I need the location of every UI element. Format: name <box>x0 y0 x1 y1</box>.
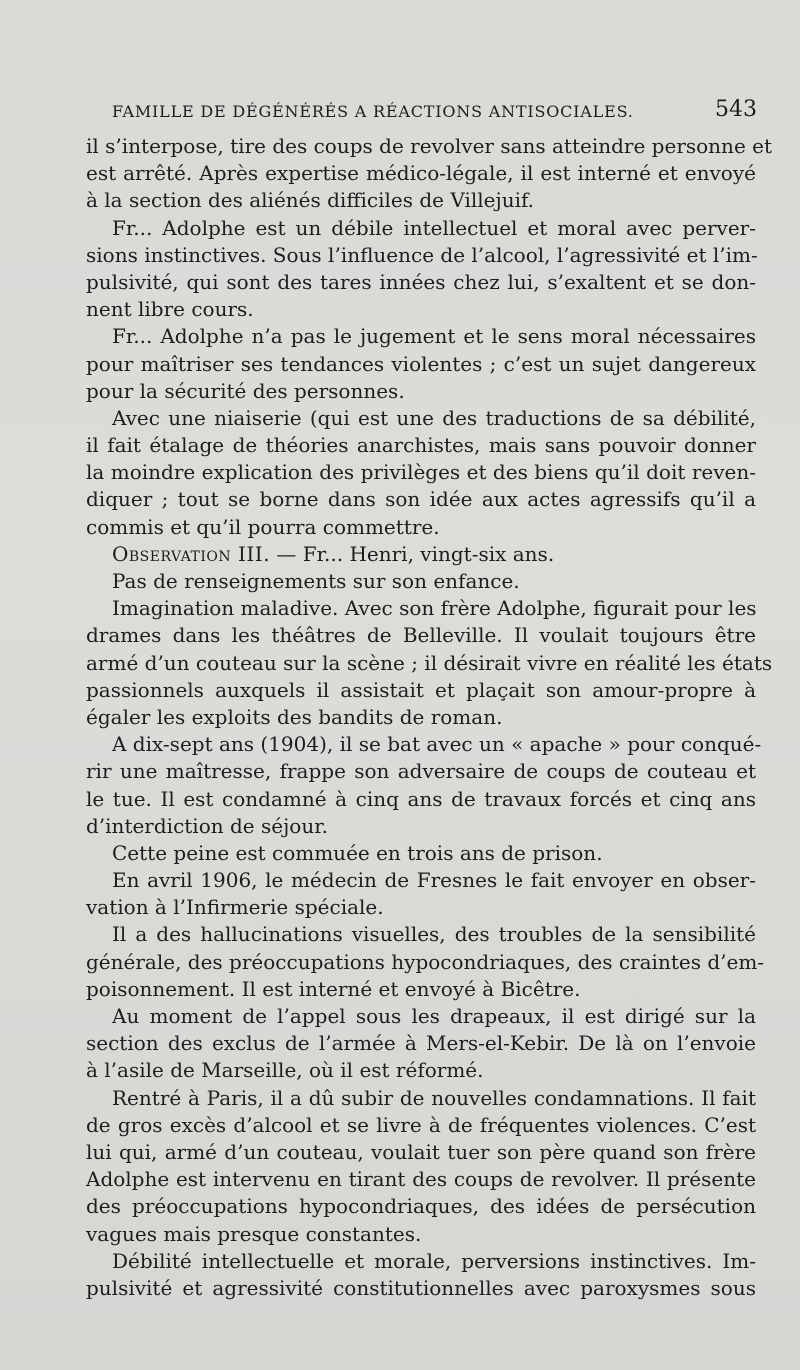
text-line: est arrêté. Après expertise médico-légale, il est interné et envoyé <box>86 161 756 186</box>
text-line: pour maîtriser ses tendances violentes ; c’est un sujet dangereux <box>86 351 756 376</box>
text-line: Imagination maladive. Avec son frère Adolphe, figurait pour les <box>112 596 757 621</box>
text-line: de gros excès d’alcool et se livre à de fréquentes violences. C’est <box>86 1112 756 1137</box>
text-line: drames dans les théâtres de Belleville. Il voulait toujours être <box>86 623 756 648</box>
text-line: Débilité intellectuelle et morale, perversions instinctives. Im- <box>112 1248 756 1273</box>
text-line: pour la sécurité des personnes. <box>86 378 405 403</box>
text-line: égaler les exploits des bandits de roman. <box>86 704 503 729</box>
observation-label: Observation III. <box>112 541 271 566</box>
text-line: rir une maîtresse, frappe son adversaire de coups de couteau et <box>86 759 756 784</box>
running-head-title: FAMILLE DE DÉGÉNÉRÉS A RÉACTIONS ANTISOCIALES. <box>112 102 634 121</box>
text-line: Il a des hallucinations visuelles, des troubles de la sensibilité <box>112 922 756 947</box>
text-line: section des exclus de l’armée à Mers-el-Kebir. De là on l’envoie <box>86 1031 756 1056</box>
running-head <box>112 97 757 127</box>
text-line: à la section des aliénés difficiles de Villejuif. <box>86 188 535 213</box>
text-line: à l’asile de Marseille, où il est réformé. <box>86 1058 484 1083</box>
text-line: des préoccupations hypocondriaques, des idées de persécution <box>86 1194 756 1219</box>
text-line: pulsivité et agressivité constitutionnelles avec paroxysmes sous <box>86 1275 756 1300</box>
text-line: sions instinctives. Sous l’influence de l’alcool, l’agressivité et l’im- <box>86 242 758 267</box>
text-line: la moindre explication des privilèges et des biens qu’il doit reven- <box>86 460 756 485</box>
text-line: lui qui, armé d’un couteau, voulait tuer son père quand son frère <box>86 1139 756 1164</box>
text-line: armé d’un couteau sur la scène ; il désirait vivre en réalité les états <box>86 650 773 675</box>
text-line: il s’interpose, tire des coups de revolver sans atteindre personne et <box>86 134 773 158</box>
text-line: Avec une niaiserie (qui est une des traductions de sa débilité, <box>112 405 756 430</box>
text-line: A dix-sept ans (1904), il se bat avec un « apache » pour conqué- <box>112 732 762 757</box>
text-line: vagues mais presque constantes. <box>86 1221 422 1246</box>
text-line: commis et qu’il pourra commettre. <box>86 514 440 539</box>
text-line: le tue. Il est condamné à cinq ans de travaux forcés et cinq ans <box>86 786 756 811</box>
text-line: générale, des préoccupations hypocondriaques, des craintes d’em- <box>86 949 765 974</box>
text-line: vation à l’Infirmerie spéciale. <box>86 895 384 920</box>
text-line: diquer ; tout se borne dans son idée aux actes agressifs qu’il a <box>86 487 756 512</box>
text-line: Pas de renseignements sur son enfance. <box>112 569 520 593</box>
observation-text: — Fr... Henri, vingt-six ans. <box>270 541 555 566</box>
text-line: Rentré à Paris, il a dû subir de nouvelles condamnations. Il fait <box>112 1085 756 1110</box>
text-line: Fr... Adolphe est un débile intellectuel et moral avec perver- <box>112 215 756 240</box>
text-line: poisonnement. Il est interné et envoyé à Bicêtre. <box>86 976 581 1001</box>
text-line: Adolphe est intervenu en tirant des coups de revolver. Il présente <box>86 1167 756 1192</box>
text-line: d’interdiction de séjour. <box>86 813 328 838</box>
text-line: il fait étalage de théories anarchistes, mais sans pouvoir donner <box>86 433 756 458</box>
page-number: 543 <box>715 97 757 122</box>
text-line: pulsivité, qui sont des tares innées chez lui, s’exaltent et se don- <box>86 269 756 294</box>
text-line: Fr... Adolphe n’a pas le jugement et le sens moral nécessaires <box>112 324 756 349</box>
text-line: passionnels auxquels il assistait et plaçait son amour-propre à <box>86 677 756 702</box>
observation-heading <box>86 541 756 568</box>
paragraphs-part-1 <box>86 133 773 541</box>
text-line: Au moment de l’appel sous les drapeaux, il est dirigé sur la <box>112 1004 756 1028</box>
text-line: Cette peine est commuée en trois ans de prison. <box>112 840 603 865</box>
paragraphs-part-2 <box>86 568 773 1302</box>
text-line: En avril 1906, le médecin de Fresnes le fait envoyer en obser- <box>112 868 756 893</box>
text-line: nent libre cours. <box>86 297 254 322</box>
body-text <box>86 133 773 1302</box>
